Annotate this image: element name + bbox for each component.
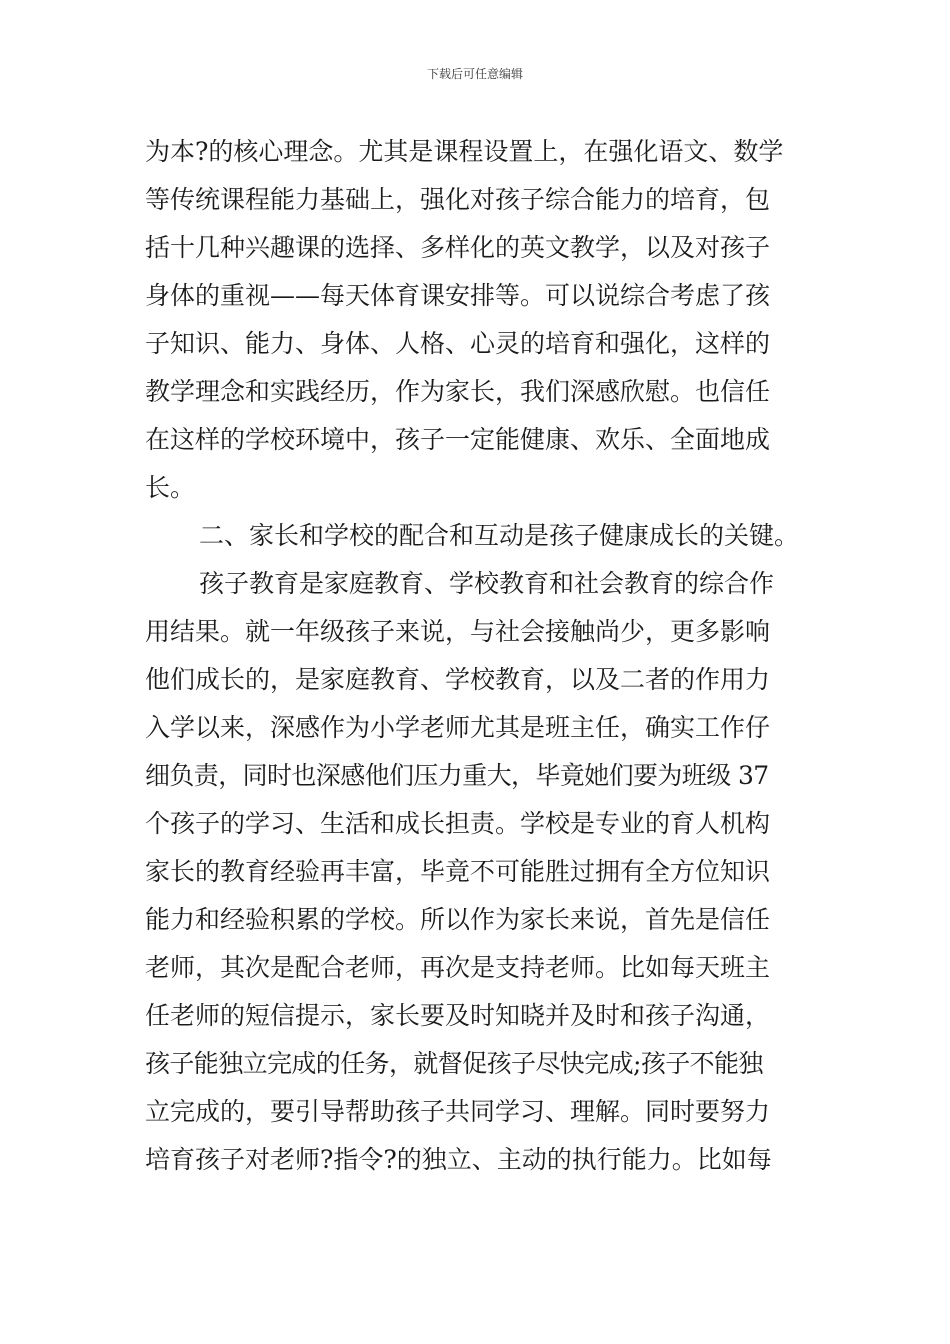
text-line: 子知识、能力、身体、人格、心灵的培育和强化，这样的 [145,329,771,358]
text-line: 他们成长的，是家庭教育、学校教育，以及二者的作用力 [145,665,771,694]
text-line: 家长的教育经验再丰富，毕竟不可能胜过拥有全方位知识 [145,857,771,886]
text-line: 任老师的短信提示，家长要及时知晓并及时和孩子沟通， [145,1001,771,1030]
text-line: 等传统课程能力基础上，强化对孩子综合能力的培育，包 [145,185,771,214]
text-line: 个孩子的学习、生活和成长担责。学校是专业的育人机构 [145,809,771,838]
text-line: 老师，其次是配合老师，再次是支持老师。比如每天班主 [145,953,771,982]
text-line: 入学以来，深感作为小学老师尤其是班主任，确实工作仔 [145,713,771,742]
text-line: 身体的重视——每天体育课安排等。可以说综合考虑了孩 [145,281,771,310]
text-line: 立完成的，要引导帮助孩子共同学习、理解。同时要努力 [145,1097,771,1126]
text-line: 长。 [145,473,196,502]
text-line: 为本?的核心理念。尤其是课程设置上，在强化语文、数学 [145,137,784,166]
paragraph-first-line: 孩子教育是家庭教育、学校教育和社会教育的综合作 [199,569,775,598]
text-line: 在这样的学校环境中，孩子一定能健康、欢乐、全面地成 [145,425,771,454]
document-body [145,128,810,1184]
text-line: 培育孩子对老师?指令?的独立、主动的执行能力。比如每 [145,1145,772,1174]
text-line: 括十几种兴趣课的选择、多样化的英文教学，以及对孩子 [145,233,771,262]
text-line: 教学理念和实践经历，作为家长，我们深感欣慰。也信任 [145,377,771,406]
text-line: 能力和经验积累的学校。所以作为家长来说，首先是信任 [145,905,771,934]
text-line: 细负责，同时也深感他们压力重大，毕竟她们要为班级 37 [145,761,769,790]
text-line: 孩子能独立完成的任务，就督促孩子尽快完成;孩子不能独 [145,1049,763,1078]
section-heading: 二、家长和学校的配合和互动是孩子健康成长的关键。 [199,521,800,550]
page-header: 下载后可任意编辑 [426,67,523,81]
text-line: 用结果。就一年级孩子来说，与社会接触尚少，更多影响 [145,617,771,646]
